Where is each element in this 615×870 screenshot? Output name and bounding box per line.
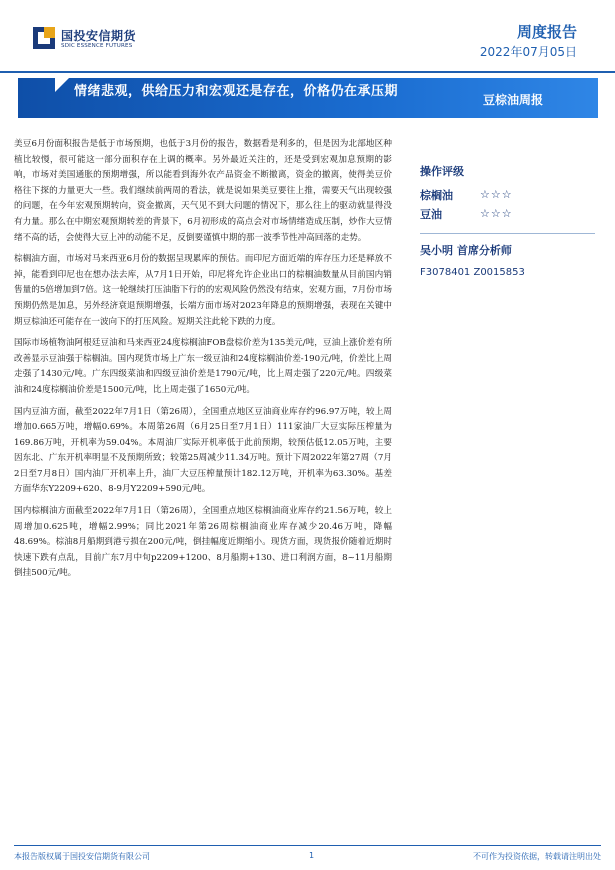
report-title: 情绪悲观，供给压力和宏观还是存在，价格仍在承压期 (74, 84, 399, 99)
report-type: 周度报告 (516, 23, 577, 41)
company-name-en: SDIC ESSENCE FUTURES (61, 43, 133, 49)
rating-product: 棕榈油 (420, 188, 453, 202)
rating-stars-icon: ☆☆☆ (480, 188, 513, 201)
sidebar (420, 163, 595, 278)
report-header (0, 0, 615, 75)
rating-row (420, 185, 595, 204)
paragraph-palm-oil: 棕榈油方面，市场对马来西亚6月份的数据呈现累库的预估。而印尼方面近端的库存压力还是释放不掉，能看到印尼也在想办法去库，从7月1日开始，印尼将允许企业出口的棕榈油数量从目前国内销售量的5倍增加到7倍。这一轮继续打压油脂下行的的宏观风险仍然没有结束，宏观方面，7月份市场预期仍然是加息，另外经济衰退预期增强，长端方面市场对2023年降息的预期增强，表现在关键中期豆棕油还可能存在一波向下的打压风险。短期关注此轮下跌的力度。 (14, 254, 392, 327)
footer-divider (14, 845, 601, 846)
report-date: 2022年07月05日 (479, 45, 577, 59)
disclaimer-notice: 不可作为投资依据，转载请注明出处 (473, 852, 601, 861)
paragraph-soybean-outlook: 美豆6月份面积报告是低于市场预期，也低于3月份的报告，数据看是利多的，但是因为北部地区种植比较慢，很可能这一部分面积存在上调的概率。另外最近关注的，还是受到宏观加息预期的影响，市场对美国通胀的预期增强，所以能看到海外农产品资金不断撤离，资金的撤离，使得美豆价格往下探的力量更大一些。我们继续前两周的看法，就是说如果美豆要往上推，需要天气出现较强的问题，在今年宏观预期转向，资金撤离，天气见不到大问题的情况下，那么往上的驱动就显得没有力量。那么在中期宏观预期转差的背景下，6月初形成的高点会对市场情绪造成压制，炒作大豆情绪不高的话，会使得大豆上冲的动能不足，反倒要谨慎中期的那一波季节性冲高回落的走势。 (14, 139, 392, 243)
page-number: 1 (309, 851, 315, 860)
report-series-tag: 豆棕油周报 (482, 93, 543, 107)
report-body (14, 137, 392, 588)
company-name: 国投安信期货 (61, 29, 137, 43)
paragraph-price-spreads: 国际市场植物油阿根廷豆油和马来西亚24度棕榈油FOB盘棕价差为135美元/吨，豆油上涨价差有所改善显示豆油强于棕榈油。国内现货市场上广东一级豆油和24度棕榈油价差-190元/吨，价差比上周走强了1430元/吨。广东四级菜油和四级豆油价差是1790元/吨，比上周走强了220元/吨。四级菜油和24度棕榈油价差是1500元/吨，比上周走强了1650元/吨。 (14, 338, 392, 395)
paragraph-domestic-soy-oil: 国内豆油方面，截至2022年7月1日（第26周），全国重点地区豆油商业库存约96.97万吨，较上周增加0.665万吨，增幅0.69%。本周第26周（6月25日至7月1日）111家油厂大豆实际压榨量为169.86万吨，开机率为59.04%。本周油厂实际开机率低于此前预期，较预估低12.05万吨，主要因东北、广东开机率明显不及预期所致；较第25周减少11.34万吨。预计下周2022年第27周（7月2日至7月8日）国内油厂开机率上升，油厂大豆压榨量预计182.12万吨，开机率为63.30%。基差方面华东Y2209+620、8-9月Y2209+590元/吨。 (14, 406, 392, 495)
analyst-name: 吴小明 首席分析师 (420, 244, 512, 257)
rating-row (420, 204, 595, 223)
copyright-notice: 本报告版权属于国投安信期货有限公司 (14, 852, 150, 861)
paragraph-domestic-palm-oil: 国内棕榈油方面截至2022年7月1日（第26周），全国重点地区棕榈油商业库存约21.56万吨，较上周增加0.625吨，增幅2.99%；同比2021年第26周棕榈油商业库存减少20.46万吨，降幅48.69%。棕油8月船期到港亏损在200元/吨，倒挂幅度近期缩小。现货方面，现货报价随着近期时快速下跌有点乱，目前广东7月中旬p2209+1200、8月船期+130、进口利润方面，8~11月船期倒挂500元/吨。 (14, 506, 392, 579)
analyst-registration: F3078401 Z0015853 (420, 267, 525, 278)
rating-product: 豆油 (420, 207, 442, 221)
rating-heading: 操作评级 (420, 165, 464, 178)
sidebar-divider (420, 233, 595, 234)
rating-stars-icon: ☆☆☆ (480, 207, 513, 220)
company-logo-icon (33, 27, 55, 49)
banner-notch (55, 78, 69, 92)
header-divider (0, 71, 615, 73)
